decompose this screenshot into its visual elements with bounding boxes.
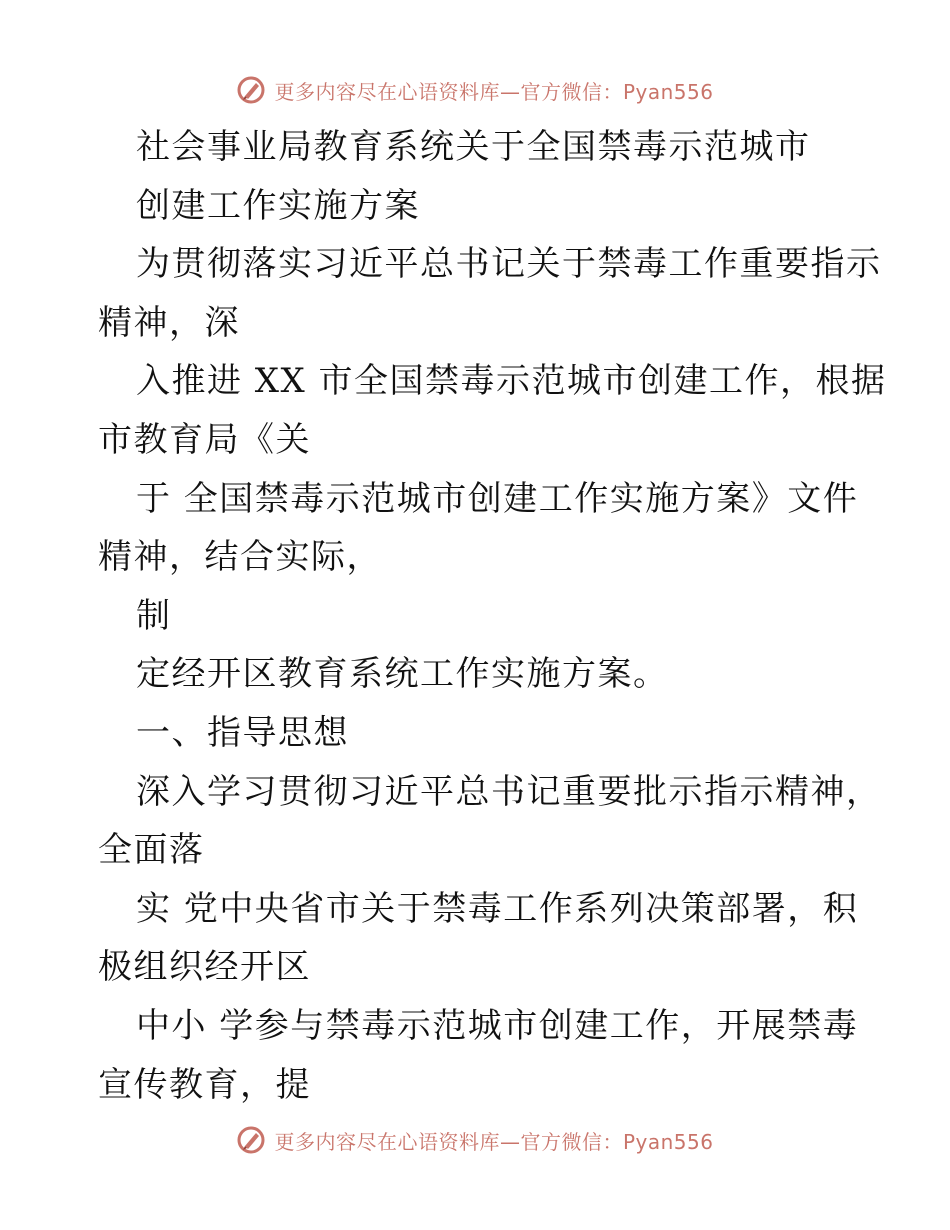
document-line: 制 bbox=[136, 595, 172, 636]
document-line: 全面落 bbox=[98, 830, 205, 871]
header-watermark bbox=[0, 70, 950, 110]
document-line: 宣传教育，提 bbox=[98, 1064, 311, 1105]
document-line: 深入学习贯彻习近平总书记重要批示指示精神， bbox=[136, 771, 882, 812]
document-line: 市教育局《关 bbox=[98, 419, 311, 460]
document-line: 实 党中央省市关于禁毒工作系列决策部署，积 bbox=[136, 888, 859, 929]
document-line: 定经开区教育系统工作实施方案。 bbox=[136, 654, 669, 695]
document-line: 入推进 XX 市全国禁毒示范城市创建工作，根据 bbox=[136, 361, 887, 402]
pen-logo-icon bbox=[236, 75, 266, 105]
document-line: 精神，深 bbox=[98, 302, 240, 343]
document-line: 极组织经开区 bbox=[98, 947, 311, 988]
document-body bbox=[98, 118, 887, 1114]
document-line: 中小 学参与禁毒示范城市创建工作，开展禁毒 bbox=[136, 1005, 859, 1046]
watermark-text: 更多内容尽在心语资料库—官方微信：Pyan556 bbox=[274, 79, 714, 104]
document-line: 创建工作实施方案 bbox=[136, 185, 420, 226]
document-line: 社会事业局教育系统关于全国禁毒示范城市 bbox=[136, 127, 811, 167]
pen-logo-icon bbox=[236, 1125, 266, 1155]
document-line: 精神，结合实际， bbox=[98, 537, 382, 578]
section-heading: 一、指导思想 bbox=[136, 712, 349, 753]
watermark-text: 更多内容尽在心语资料库—官方微信：Pyan556 bbox=[274, 1129, 714, 1154]
footer-watermark bbox=[0, 1120, 950, 1160]
document-line: 为贯彻落实习近平总书记关于禁毒工作重要指示 bbox=[136, 244, 882, 285]
document-line: 于 全国禁毒示范城市创建工作实施方案》文件 bbox=[136, 478, 859, 519]
